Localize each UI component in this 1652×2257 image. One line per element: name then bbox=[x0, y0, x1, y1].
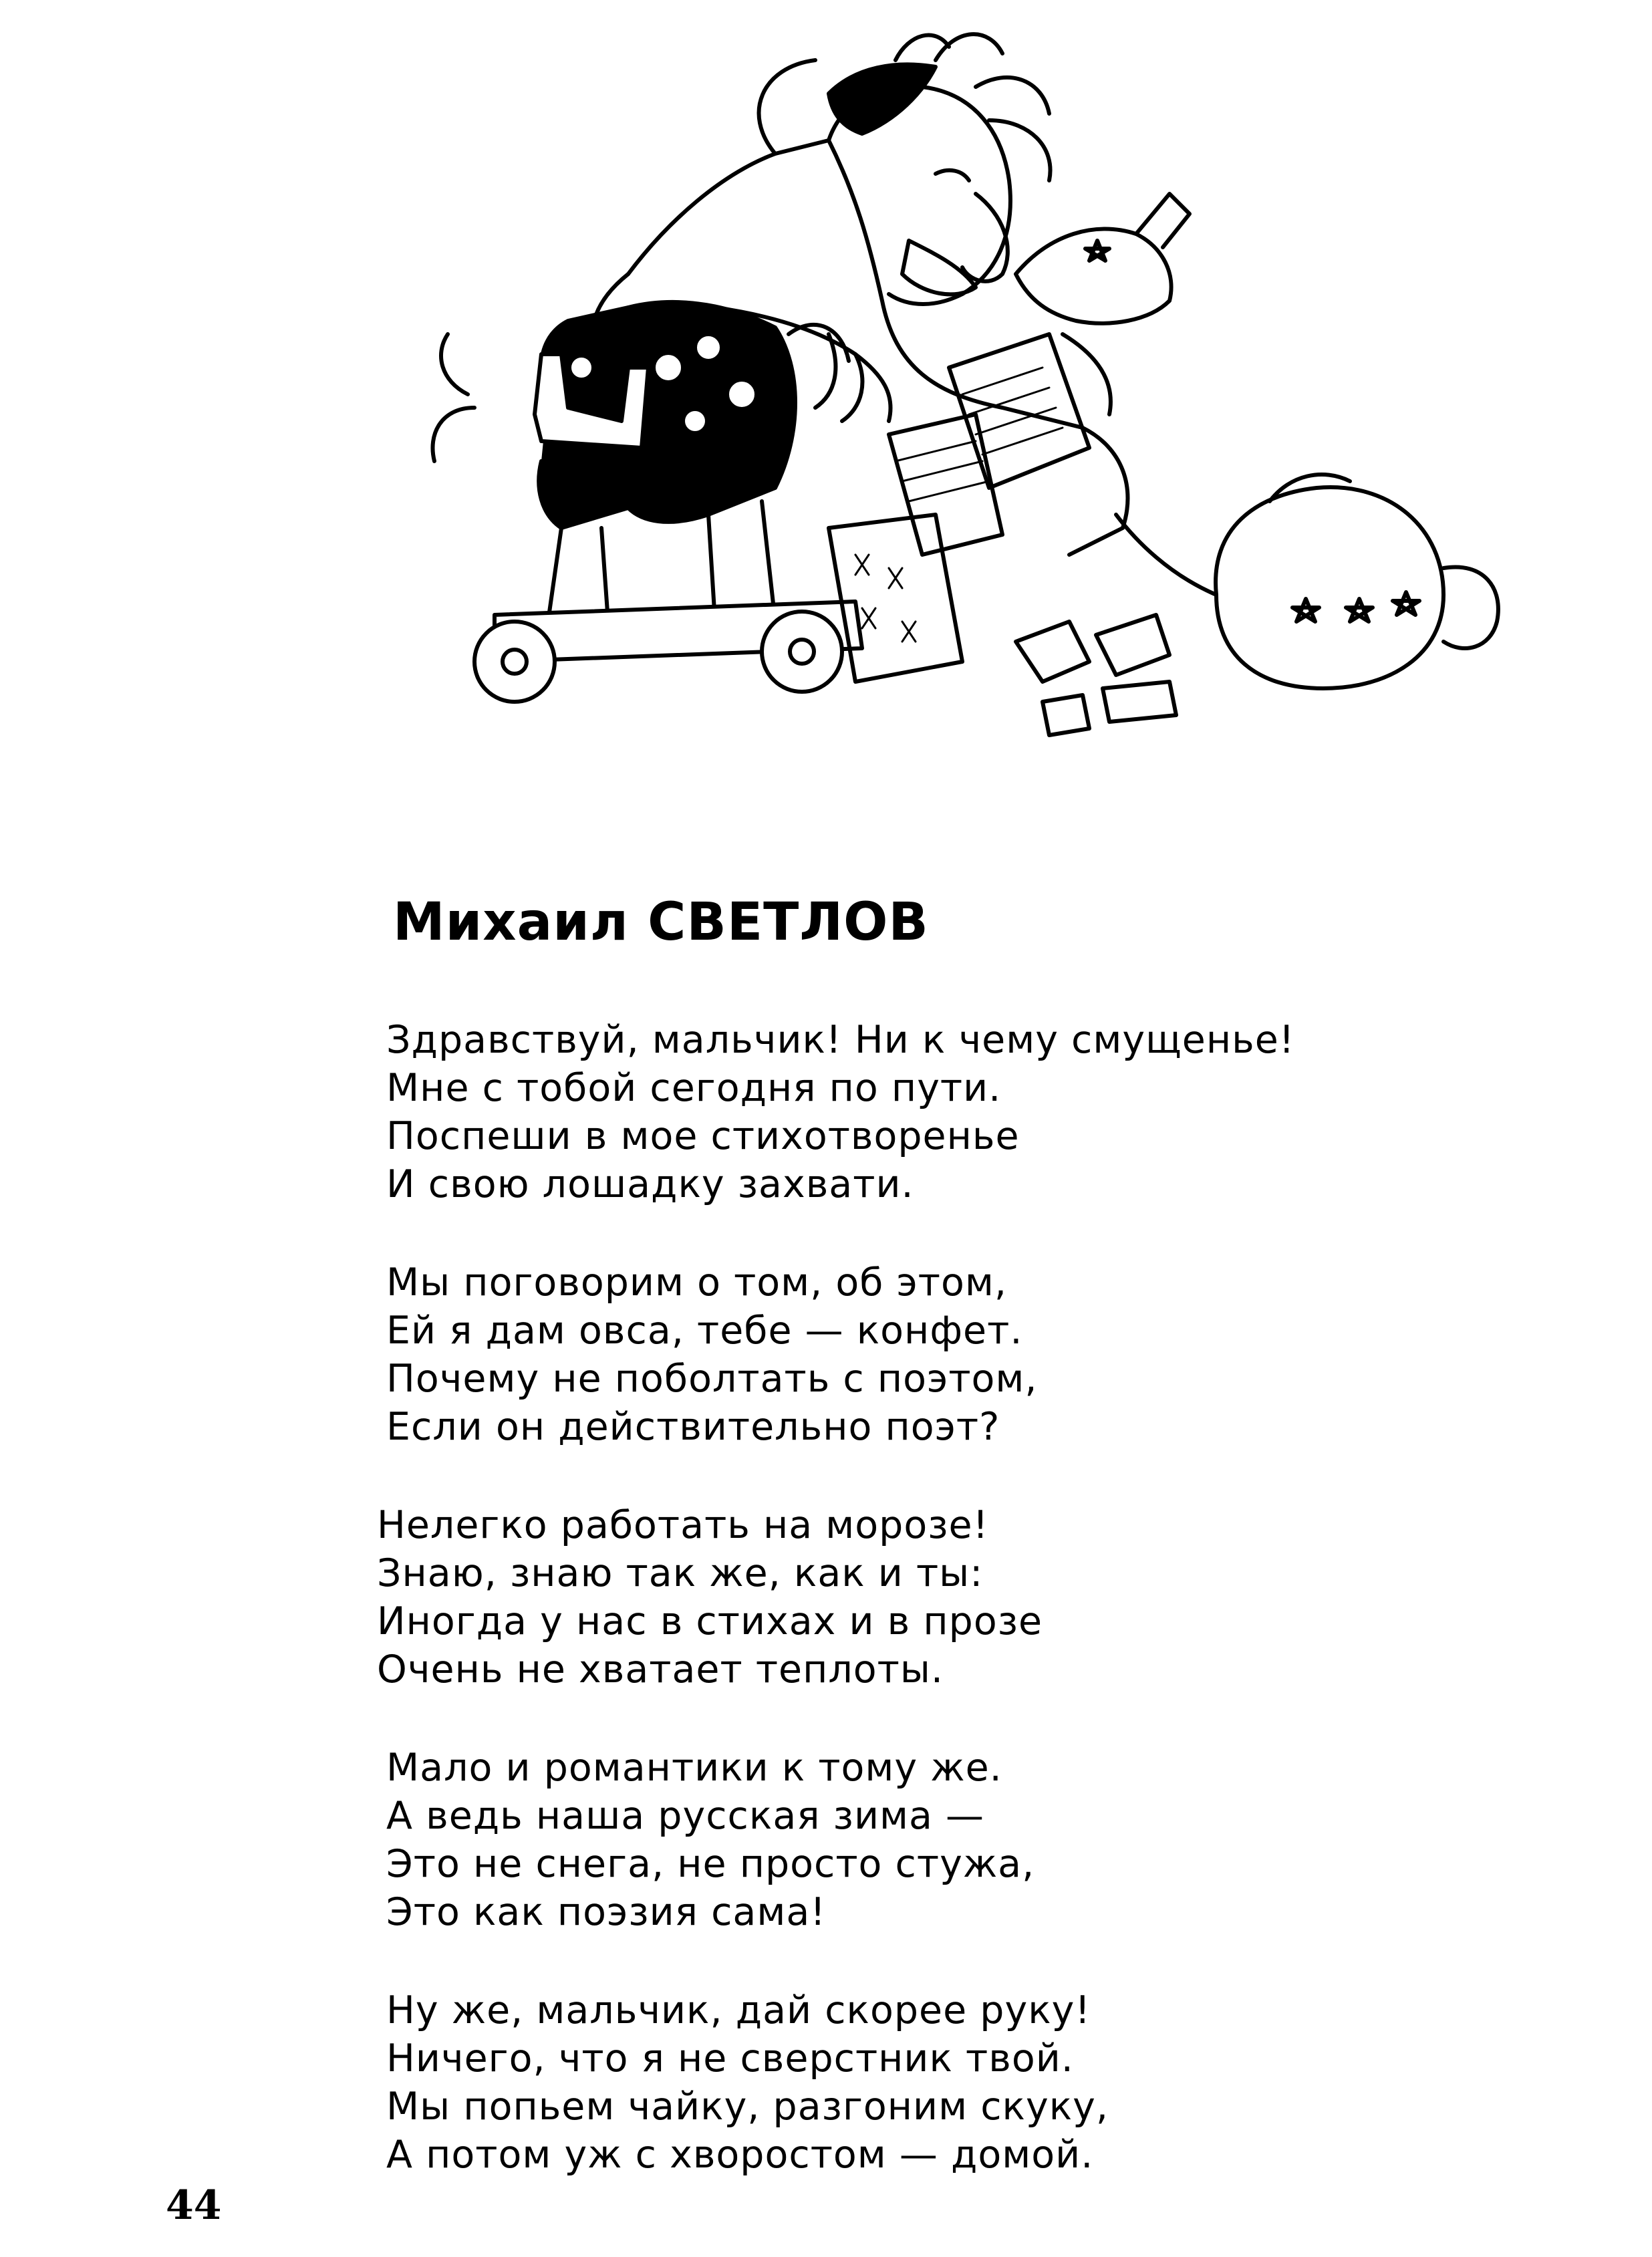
poem-title: Михаил СВЕТЛОВ bbox=[393, 892, 929, 952]
page-number: 44 bbox=[166, 2182, 222, 2229]
poem-line: Иногда у нас в стихах и в прозе bbox=[377, 1599, 1043, 1643]
stanza bbox=[386, 1744, 1522, 1936]
poem-line: Мы поговорим о том, об этом, bbox=[386, 1260, 1008, 1305]
stanza bbox=[386, 1258, 1522, 1451]
poem-line: Знаю, знаю так же, как и ты: bbox=[377, 1551, 984, 1595]
poem-line: Мало и романтики к тому же. bbox=[386, 1746, 1002, 1790]
poem-line: Почему не поболтать с поэтом, bbox=[386, 1357, 1038, 1401]
stanza bbox=[377, 1501, 1522, 1694]
poem-line: И свою лошадку захвати. bbox=[386, 1162, 914, 1206]
poem-line: Мне с тобой сегодня по пути. bbox=[386, 1066, 1002, 1110]
poem-line: Очень не хватает теплоты. bbox=[377, 1647, 944, 1692]
poem-line: Ну же, мальчик, дай скорее руку! bbox=[386, 1988, 1091, 2032]
poem-body bbox=[377, 1016, 1522, 2229]
poem-line: Мы попьем чайку, разгоним скуку, bbox=[386, 2085, 1109, 2129]
poem-line: Здравствуй, мальчик! Ни к чему смущенье! bbox=[386, 1018, 1295, 1062]
poem-line: Ей я дам овса, тебе — конфет. bbox=[386, 1309, 1023, 1353]
poem-line: Если он действительно поэт? bbox=[386, 1405, 1000, 1449]
stanza bbox=[386, 1986, 1522, 2179]
poem-line: Это как поэзия сама! bbox=[386, 1890, 827, 1934]
stanza bbox=[386, 1016, 1522, 1208]
poem-line: Нелегко работать на морозе! bbox=[377, 1503, 989, 1547]
poet-caricature-illustration bbox=[428, 20, 1510, 815]
poem-line: А потом уж с хворостом — домой. bbox=[386, 2133, 1094, 2177]
poem-line: Ничего, что я не сверстник твой. bbox=[386, 2036, 1074, 2081]
poem-line: Это не снега, не просто стужа, bbox=[386, 1842, 1035, 1886]
poem-line: Поспеши в мое стихотворенье bbox=[386, 1114, 1020, 1158]
poem-line: А ведь наша русская зима — bbox=[386, 1794, 985, 1838]
